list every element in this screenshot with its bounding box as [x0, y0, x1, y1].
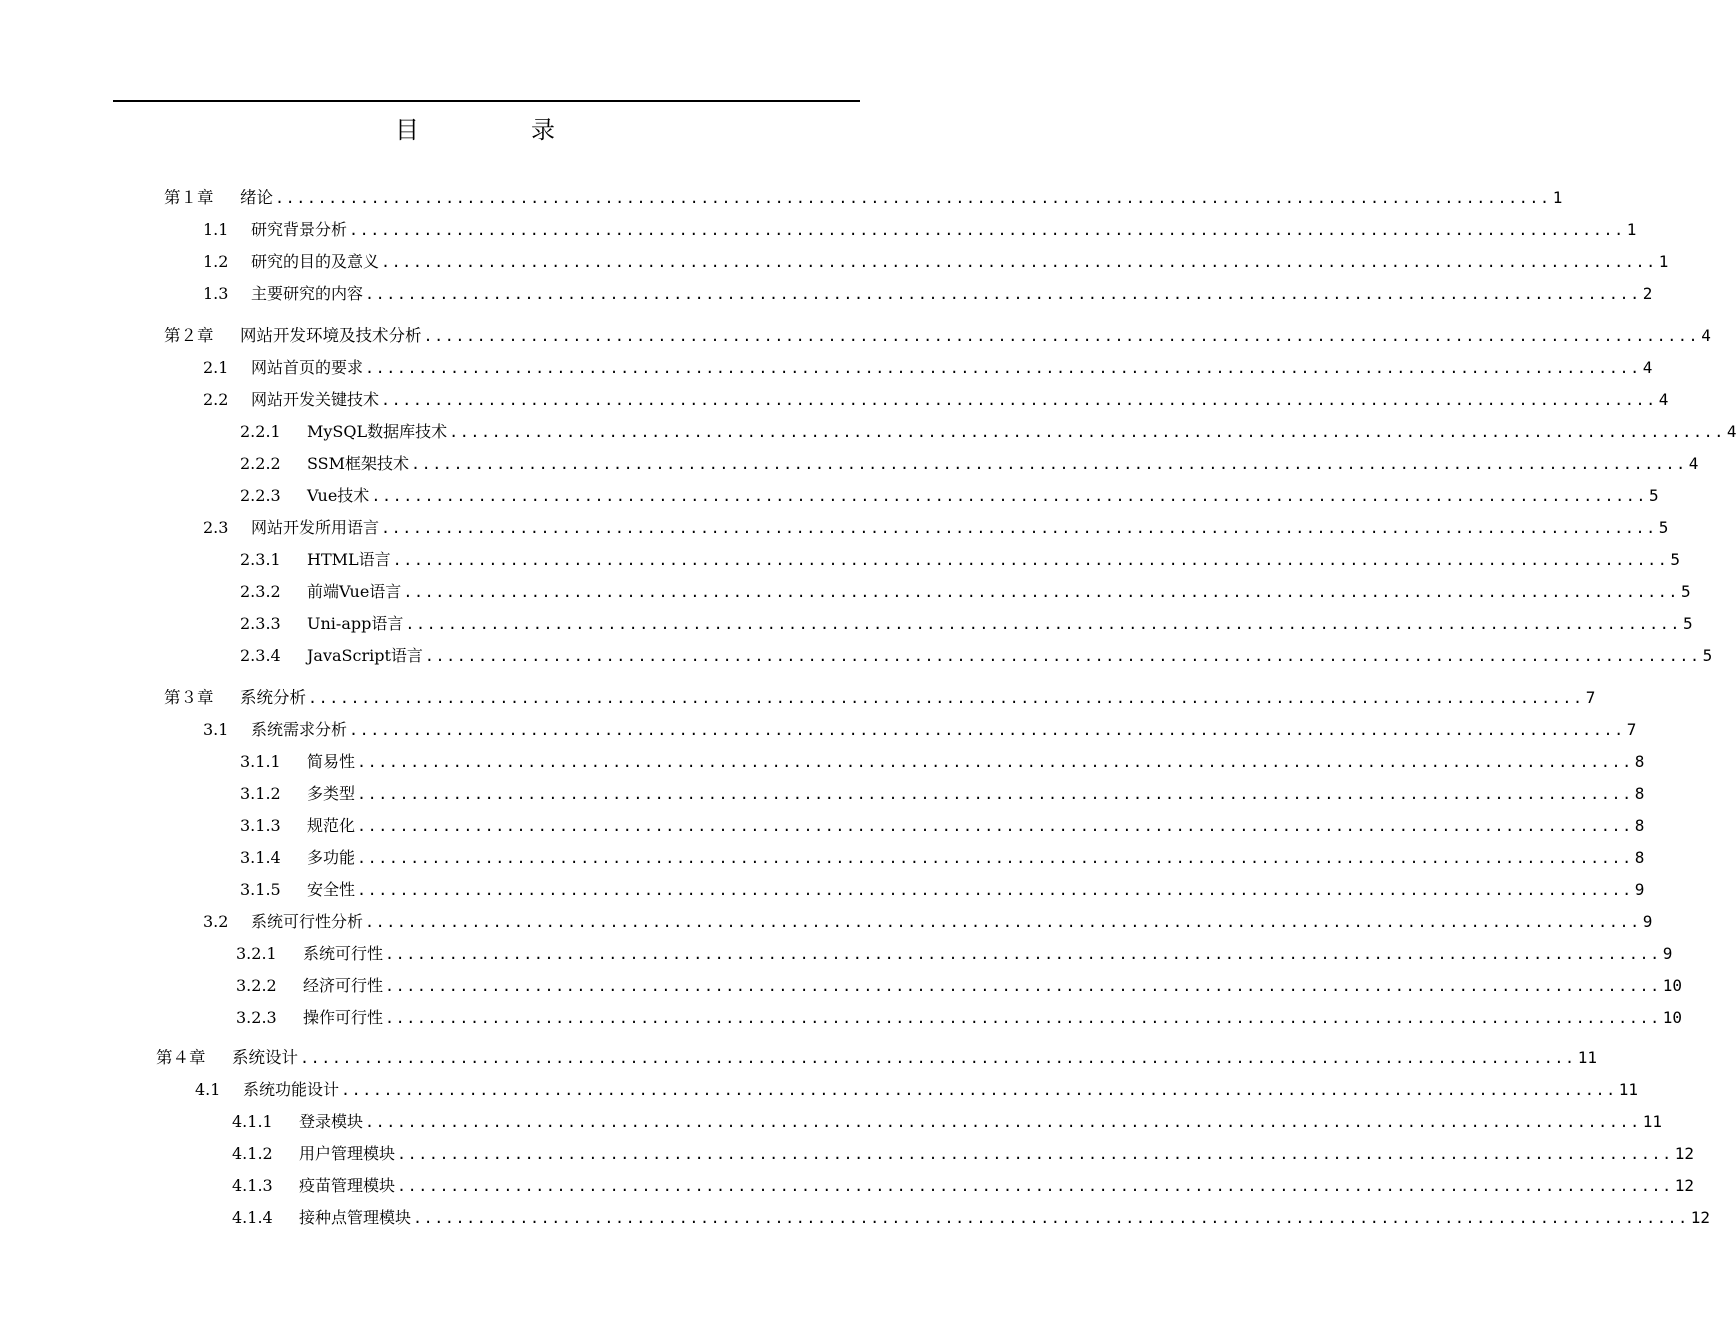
toc-entry-number: 第４章	[156, 1048, 206, 1067]
toc-chapter-entry[interactable]	[164, 184, 1563, 208]
toc-subsection-entry[interactable]	[236, 1004, 1682, 1028]
toc-entry-title: 登录模块	[299, 1112, 364, 1131]
toc-page-number: 1	[1626, 220, 1637, 239]
toc-subsection-entry[interactable]	[240, 748, 1645, 772]
toc-entry-number: 4.1.1	[232, 1112, 273, 1131]
toc-dot-leader: ........................................................................................................................	[275, 189, 1551, 207]
toc-entry-title: 系统分析	[240, 688, 306, 707]
toc-entry-title: 系统功能设计	[243, 1080, 340, 1099]
toc-subsection-entry[interactable]	[240, 578, 1691, 602]
toc-subsection-entry[interactable]	[240, 546, 1680, 570]
toc-page-number: 1	[1658, 252, 1669, 271]
toc-entry-title: 多功能	[307, 848, 356, 867]
toc-entry-number: 4.1.2	[232, 1144, 273, 1163]
toc-page-number: 4	[1726, 422, 1736, 441]
toc-page-number: 12	[1690, 1208, 1710, 1227]
toc-entry-title: JavaScript语言	[307, 646, 423, 665]
toc-subsection-entry[interactable]	[232, 1172, 1694, 1196]
toc-entry-title: 前端Vue语言	[307, 582, 402, 601]
toc-entry-number: 4.1.4	[232, 1208, 273, 1227]
toc-dot-leader: ........................................................................................................................	[397, 1177, 1673, 1195]
toc-dot-leader: ........................................................................................................................	[381, 519, 1657, 537]
toc-entry-number: 2.3.3	[240, 614, 281, 633]
toc-page-number: 7	[1585, 688, 1596, 707]
toc-page-number: 2	[1642, 284, 1653, 303]
toc-subsection-entry[interactable]	[240, 812, 1645, 836]
toc-page-number: 5	[1649, 486, 1659, 505]
toc-subsection-entry[interactable]	[232, 1204, 1710, 1228]
toc-entry-number: 3.2.3	[236, 1008, 277, 1027]
toc-page-number: 12	[1674, 1176, 1694, 1195]
toc-entry-number: 4.1	[195, 1080, 221, 1099]
toc-entry-title: 研究的目的及意义	[251, 252, 380, 271]
toc-entry-title: 系统设计	[232, 1048, 298, 1067]
toc-entry-title: 网站开发所用语言	[251, 518, 380, 537]
toc-entry-number: 第２章	[164, 326, 214, 345]
toc-chapter-entry[interactable]	[164, 322, 1711, 346]
toc-page-number: 5	[1670, 550, 1680, 569]
toc-subsection-entry[interactable]	[240, 482, 1659, 506]
toc-entry-number: 第３章	[164, 688, 214, 707]
toc-entry-title: 经济可行性	[303, 976, 384, 995]
toc-dot-leader: ........................................................................................................................	[385, 977, 1661, 995]
toc-subsection-entry[interactable]	[240, 610, 1693, 634]
toc-dot-leader: ........................................................................................................................	[308, 689, 1584, 707]
toc-entry-title: 系统可行性	[303, 944, 384, 963]
toc-dot-leader: ........................................................................................................................	[300, 1049, 1576, 1067]
toc-entry-title: Uni-app语言	[307, 614, 404, 633]
toc-page-number: 1	[1552, 188, 1563, 207]
toc-section-entry[interactable]	[203, 386, 1669, 410]
toc-entry-title: 系统需求分析	[251, 720, 348, 739]
toc-entry-title: HTML语言	[307, 550, 391, 569]
toc-page-number: 9	[1662, 944, 1673, 963]
toc-section-entry[interactable]	[203, 908, 1653, 932]
toc-page-number: 7	[1626, 720, 1637, 739]
toc-entry-number: 3.1	[203, 720, 229, 739]
toc-dot-leader: ........................................................................................................................	[341, 1081, 1617, 1099]
toc-dot-leader: ........................................................................................................................	[385, 945, 1661, 963]
toc-entry-title: 研究背景分析	[251, 220, 348, 239]
toc-dot-leader: ........................................................................................................................	[381, 391, 1657, 409]
toc-entry-title: 网站开发环境及技术分析	[240, 326, 422, 345]
toc-entry-number: 2.3	[203, 518, 229, 537]
toc-dot-leader: ........................................................................................................................	[349, 221, 1625, 239]
toc-dot-leader: ........................................................................................................................	[392, 551, 1669, 569]
toc-page-number: 4	[1658, 390, 1669, 409]
toc-subsection-entry[interactable]	[240, 844, 1645, 868]
toc-entry-title: 安全性	[307, 880, 356, 899]
toc-entry-number: 3.1.1	[240, 752, 281, 771]
toc-dot-leader: ........................................................................................................................	[357, 849, 1633, 867]
toc-dot-leader: ........................................................................................................................	[405, 615, 1682, 633]
toc-page-number: 8	[1634, 848, 1645, 867]
toc-subsection-entry[interactable]	[240, 418, 1736, 442]
toc-entry-title: 多类型	[307, 784, 356, 803]
toc-chapter-entry[interactable]	[164, 684, 1596, 708]
toc-section-entry[interactable]	[203, 248, 1669, 272]
toc-dot-leader: ........................................................................................................................	[385, 1009, 1661, 1027]
toc-entry-number: 第１章	[164, 188, 214, 207]
toc-section-entry[interactable]	[203, 354, 1653, 378]
toc-subsection-entry[interactable]	[232, 1140, 1694, 1164]
toc-subsection-entry[interactable]	[236, 940, 1673, 964]
toc-dot-leader: ........................................................................................................................	[371, 487, 1648, 505]
toc-entry-title: 系统可行性分析	[251, 912, 364, 931]
toc-dot-leader: ........................................................................................................................	[411, 455, 1687, 473]
toc-entry-number: 2.2	[203, 390, 229, 409]
toc-entry-title: 规范化	[307, 816, 356, 835]
toc-entry-number: 2.3.1	[240, 550, 281, 569]
toc-section-entry[interactable]	[203, 216, 1637, 240]
toc-entry-number: 3.1.2	[240, 784, 281, 803]
toc-dot-leader: ........................................................................................................................	[381, 253, 1657, 271]
toc-page-number: 8	[1634, 752, 1645, 771]
toc-page-number: 10	[1662, 1008, 1682, 1027]
toc-dot-leader: ........................................................................................................................	[397, 1145, 1673, 1163]
toc-section-entry[interactable]	[203, 280, 1653, 304]
toc-entry-title: 疫苗管理模块	[299, 1176, 396, 1195]
toc-page-number: 9	[1634, 880, 1645, 899]
toc-entry-number: 3.1.4	[240, 848, 281, 867]
toc-dot-leader: ........................................................................................................................	[357, 785, 1633, 803]
toc-dot-leader: ........................................................................................................................	[365, 1113, 1641, 1131]
toc-chapter-entry[interactable]	[156, 1044, 1597, 1068]
toc-page-number: 9	[1642, 912, 1653, 931]
toc-dot-leader: ........................................................................................................................	[349, 721, 1625, 739]
toc-dot-leader: ........................................................................................................................	[365, 913, 1641, 931]
toc-dot-leader: ........................................................................................................................	[357, 817, 1633, 835]
toc-section-entry[interactable]	[203, 716, 1637, 740]
toc-page-number: 11	[1618, 1080, 1638, 1099]
toc-dot-leader: ........................................................................................................................	[449, 423, 1725, 441]
toc-subsection-entry[interactable]	[240, 780, 1645, 804]
toc-entry-number: 1.1	[203, 220, 229, 239]
toc-entry-number: 3.1.3	[240, 816, 281, 835]
toc-entry-number: 3.2.2	[236, 976, 277, 995]
toc-entry-title: 网站开发关键技术	[251, 390, 380, 409]
toc-page-number: 5	[1681, 582, 1691, 601]
toc-page-number: 10	[1662, 976, 1682, 995]
toc-page-number: 8	[1634, 784, 1645, 803]
toc-entry-number: 2.2.3	[240, 486, 281, 505]
toc-entry-title: 绪论	[240, 188, 273, 207]
toc-entry-title: 简易性	[307, 752, 356, 771]
toc-page-number: 11	[1642, 1112, 1662, 1131]
toc-subsection-entry[interactable]	[236, 972, 1682, 996]
toc-dot-leader: ........................................................................................................................	[357, 753, 1633, 771]
toc-dot-leader: ........................................................................................................................	[403, 583, 1680, 601]
toc-section-entry[interactable]	[195, 1076, 1638, 1100]
toc-page-number: 5	[1658, 518, 1669, 537]
toc-dot-leader: ........................................................................................................................	[423, 327, 1700, 345]
toc-dot-leader: ........................................................................................................................	[365, 285, 1641, 303]
toc-page-number: 12	[1674, 1144, 1694, 1163]
toc-entry-title: 网站首页的要求	[251, 358, 364, 377]
toc-entry-title: MySQL数据库技术	[307, 422, 448, 441]
toc-entry-title: 主要研究的内容	[251, 284, 364, 303]
toc-subsection-entry[interactable]	[240, 450, 1699, 474]
toc-page-number: 8	[1634, 816, 1645, 835]
toc-dot-leader: ........................................................................................................................	[413, 1209, 1689, 1227]
toc-entry-number: 4.1.3	[232, 1176, 273, 1195]
toc-page-number: 5	[1702, 646, 1713, 665]
toc-entry-number: 2.1	[203, 358, 229, 377]
toc-page-number: 5	[1683, 614, 1693, 633]
toc-entry-number: 2.3.2	[240, 582, 281, 601]
toc-dot-leader: ........................................................................................................................	[365, 359, 1641, 377]
toc-entry-number: 2.3.4	[240, 646, 281, 665]
page-title: 目 录	[395, 116, 599, 144]
toc-entry-number: 3.1.5	[240, 880, 281, 899]
toc-entry-number: 2.2.1	[240, 422, 281, 441]
toc-entry-title: SSM框架技术	[307, 454, 410, 473]
toc-entry-number: 1.2	[203, 252, 229, 271]
toc-subsection-entry[interactable]	[240, 642, 1713, 666]
toc-dot-leader: ........................................................................................................................	[357, 881, 1633, 899]
toc-entry-number: 3.2	[203, 912, 229, 931]
toc-entry-number: 3.2.1	[236, 944, 277, 963]
toc-page-number: 4	[1688, 454, 1699, 473]
toc-subsection-entry[interactable]	[240, 876, 1645, 900]
toc-page-number: 4	[1701, 326, 1711, 345]
toc-subsection-entry[interactable]	[232, 1108, 1662, 1132]
toc-entry-title: 用户管理模块	[299, 1144, 396, 1163]
toc-page-number: 11	[1577, 1048, 1597, 1067]
toc-dot-leader: ........................................................................................................................	[424, 647, 1701, 665]
toc-entry-title: Vue技术	[307, 486, 370, 505]
toc-entry-title: 操作可行性	[303, 1008, 384, 1027]
toc-entry-number: 1.3	[203, 284, 229, 303]
toc-entry-number: 2.2.2	[240, 454, 281, 473]
toc-page-number: 4	[1642, 358, 1653, 377]
toc-section-entry[interactable]	[203, 514, 1669, 538]
toc-entry-title: 接种点管理模块	[299, 1208, 412, 1227]
